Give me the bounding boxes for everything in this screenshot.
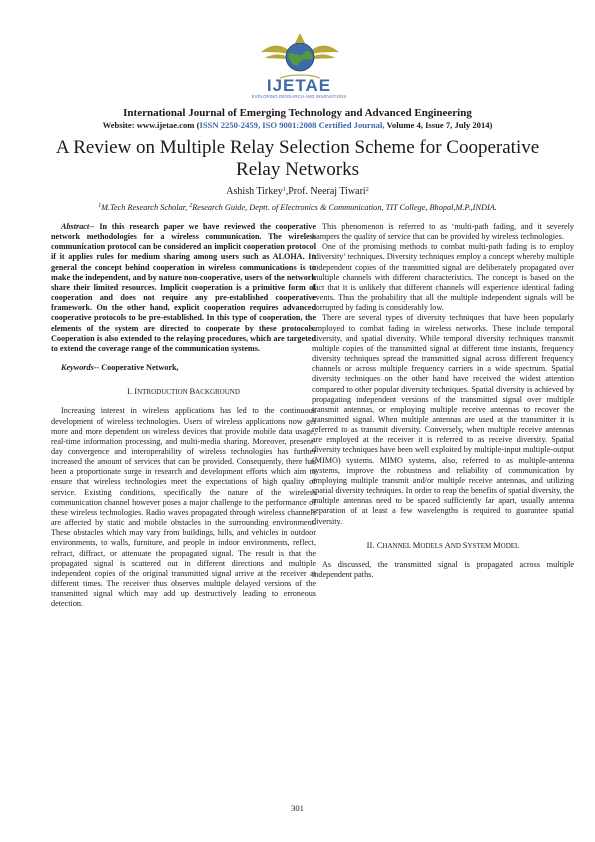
right-column xyxy=(312,222,574,580)
abstract xyxy=(51,222,316,354)
page-number: 301 xyxy=(291,803,304,813)
section-1-initial-1: I xyxy=(134,386,138,397)
website-prefix: Website: www.ijetae.com ( xyxy=(102,120,200,130)
keywords-text: Cooperative Network, xyxy=(99,363,179,373)
affil-sup-1: 1 xyxy=(98,203,102,209)
logo-text-block xyxy=(236,78,362,100)
affil-2: Research Guide, Deptt. of Electronics & Communication, TIT College, Bhopal,M.P.,INDIA. xyxy=(192,203,497,212)
s2-i3: A xyxy=(444,539,451,550)
section-1-rest-1: NTRODUCTION xyxy=(137,388,190,397)
author-1-sup: 1 xyxy=(282,187,286,193)
affil-sup-2: 2 xyxy=(189,203,193,209)
right-paragraph-2: One of the promising methods to combat multi-path fading is to employ ‘diversity’ techniques. Diversity techniques employ a concept whereby multiple independent copies of the transmitted signal are deliberately propagated over multiple channels with different characteristics. The concept is based on the fact that it is unlikely that different channels will experience identical fading events. Thus the probability that all the multiple independent signals will be corrupted by fading is considerably low. xyxy=(312,242,574,313)
section-1-heading xyxy=(51,386,316,397)
section-1-number: I. xyxy=(127,386,135,397)
s2-r1: HANNEL xyxy=(382,541,413,550)
section-1-rest-2: ACKGROUND xyxy=(195,388,240,397)
section-1-initial-2: B xyxy=(189,386,196,397)
author-line xyxy=(0,186,595,198)
section-1-paragraph-1: Increasing interest in wireless applications has led to the continuous development of wireless technologies. Users of wireless applications now get more and more dependent on wireless devices that provide mobile data usage, real-time information processing, and multi-media sharing. Moreover, present-day convergence and interoperability of wireless technologies has further increased the amount of services that can be provided. Consequently, there has been a proportionate surge in research and development efforts which aim to ensure that wireless technologies meet the expectations of high quality of service. Existing conditions, specifically the nature of the wireless communication channel however poses a major challenge to the performance of these wireless technologies. Radio waves propagated through wireless channels are affected by static and mobile obstacles in the surrounding environment. These obstacles which may vary from buildings, hills, and vehicles in outdoor environments, to walls, furniture, and people in indoor environments, reflect, refract, diffract, or attenuate the propagated signal. The result is that the propagated signal is scattered out in different directions and multiple independent copies of the original transmitted signal arrive at the receiver at different times. The receiver thus observes multiple delayed versions of the transmitted signal which may add up destructively leading to erroneous detection. xyxy=(51,406,316,609)
abstract-text: In this research paper we have reviewed the cooperative network methodologies for a wireless communication. The wireless communication protocol can be considered an implicit cooperation protocol if it applies rules for medium sharing among users such as ALOHA. In general the concept behind cooperation in wireless communications is to make the independent, and by nature non-cooperative, users of the network share their limited resources. Implicit cooperation is a primitive form of cooperation and does not require any pre-established cooperative framework. On the other hand, explicit cooperation requires advanced cooperative protocols to be pre-established. In this type of cooperation, the elements of the system are directed to cooperate by these protocols. Cooperation is also extended to the relaying procedures, which are targeted to extend the coverage range of the communication systems. xyxy=(51,222,316,353)
issn-link[interactable]: ISSN 2250-2459, ISO 9001:2008 Certified Journal, xyxy=(199,120,385,130)
journal-name: International Journal of Emerging Technology and Advanced Engineering xyxy=(123,107,472,119)
s2-i1: C xyxy=(376,539,383,550)
s2-i4: S xyxy=(462,539,468,550)
s2-i2: M xyxy=(412,539,421,550)
left-column xyxy=(51,222,316,609)
paper-title: A Review on Multiple Relay Selection Scheme for Cooperative Relay Networks xyxy=(55,137,540,180)
s2-r2: ODELS xyxy=(420,541,445,550)
s2-i5: M xyxy=(493,539,501,550)
logo-wordmark: IJETAE xyxy=(266,76,332,95)
logo-tagline: EXPLORING RESEARCH AND INNOVATIONS xyxy=(251,94,347,99)
section-2-number: II. xyxy=(366,539,377,550)
section-2-heading xyxy=(312,540,574,551)
s2-r4: YSTEM xyxy=(467,541,494,550)
s2-r5: ODEL xyxy=(500,541,520,550)
section-2-paragraph-1: As discussed, the transmitted signal is propagated across multiple independent paths. xyxy=(312,559,574,579)
right-paragraph-1: This phenomenon is referred to as ‘multi-path fading, and it severely hampers the quality of service that can be provided by wireless technologies. xyxy=(312,222,574,242)
abstract-lead: Abstract-- xyxy=(61,222,95,231)
author-1: Ashish Tirkey xyxy=(226,186,283,197)
keywords-lead: Keywords-- xyxy=(61,363,100,373)
volume-issue: Volume 4, Issue 7, July 2014) xyxy=(384,120,493,130)
affil-1: M.Tech Research Scholar, xyxy=(101,203,190,212)
keywords xyxy=(51,363,316,373)
journal-website-line xyxy=(0,120,595,130)
affiliation-line xyxy=(0,203,595,213)
author-2-sup: 2 xyxy=(365,187,369,193)
right-paragraph-3: There are several types of diversity techniques that have been popularly employed to combat fading in wireless networks. These include temporal diversity, and spatial diversity. While temporal diversity techniques transmit multiple copies of the transmitted signal at different time instants, frequency diversity techniques spread the transmitted signal across different frequency channels or across multiple frequency carriers in a wide spectrum. Spatial diversity techniques on the other hand have received the widest attention compared to other popular diversity techniques. Spatial diversity is achieved by propagating independent versions of the transmitted signal over multiple transmit antennas, or employing multiple receive antennas to recover the transmitted signal. When multiple antennas are used at the transmitter it is referred to as transmit diversity. Conversely, when multiple receive antennas are employed at the receiver it is referred to as receive diversity. Spatial diversity techniques have been well exploited by multiple-input multiple-output (MIMO) systems. MIMO systems, also, referred to as multiple-antenna systems, improve the robustness and reliability of communication by employing multiple transmit and/or multiple receive antennas, and utilizing spatial diversity techniques. In order to reap the benefits of spatial diversity, the multiple antennas need to be spaced sufficiently far apart, usually antenna separation of at least a few wavelengths is required to guarantee spatial diversity. xyxy=(312,313,574,526)
author-2: ,Prof. Neeraj Tiwari xyxy=(285,186,366,197)
s2-r3: ND xyxy=(450,541,463,550)
